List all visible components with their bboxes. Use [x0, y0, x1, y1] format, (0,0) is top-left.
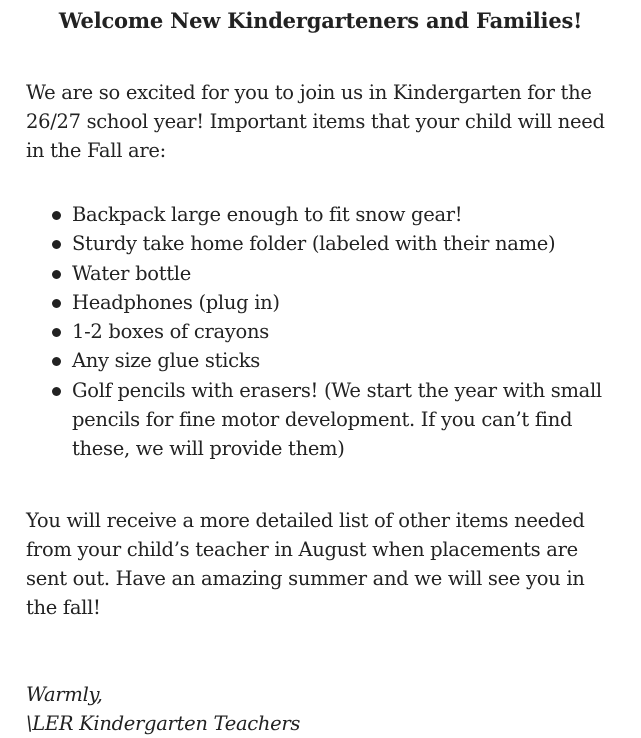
list-item-text: Backpack large enough to fit snow gear!: [72, 203, 463, 226]
list-item: [26, 200, 615, 229]
signoff: [26, 680, 615, 738]
list-item-text: Water bottle: [72, 261, 191, 285]
supply-list: [26, 200, 615, 464]
bullet-icon: [52, 270, 61, 279]
list-item-text: 1-2 boxes of crayons: [72, 320, 269, 344]
list-item-text: Sturdy take home folder (labeled with their name): [72, 232, 556, 256]
list-item: [26, 229, 615, 258]
bullet-icon: [52, 357, 61, 366]
closing-paragraph: You will receive a more detailed list of other items needed from your child’s teacher in August when placements are sent out. Have an amazing summer and we will see you in the fall!: [26, 508, 585, 619]
bullet-icon: [52, 299, 61, 308]
page-title: Welcome New Kindergarteners and Families!: [58, 8, 583, 33]
bullet-icon: [52, 387, 61, 396]
list-item: [26, 288, 615, 317]
intro-paragraph: We are so excited for you to join us in Kindergarten for the 26/27 school year! Important items that your child will need in the Fall are:: [26, 81, 605, 162]
bullet-icon: [52, 240, 61, 249]
list-item-text: Headphones (plug in): [72, 290, 280, 314]
list-item-text: Any size glue sticks: [72, 349, 260, 373]
bullet-icon: [52, 211, 61, 220]
bullet-icon: [52, 328, 61, 337]
list-item-text: Golf pencils with erasers! (We start the year with small pencils for fine motor development. If you can’t find these, we will provide them): [72, 378, 602, 461]
list-item: [26, 259, 615, 288]
list-item: [26, 376, 615, 464]
list-item: [26, 317, 615, 346]
signoff-signature: \LER Kindergarten Teachers: [26, 711, 301, 735]
signoff-greeting: Warmly,: [26, 682, 103, 706]
list-item: [26, 346, 615, 375]
